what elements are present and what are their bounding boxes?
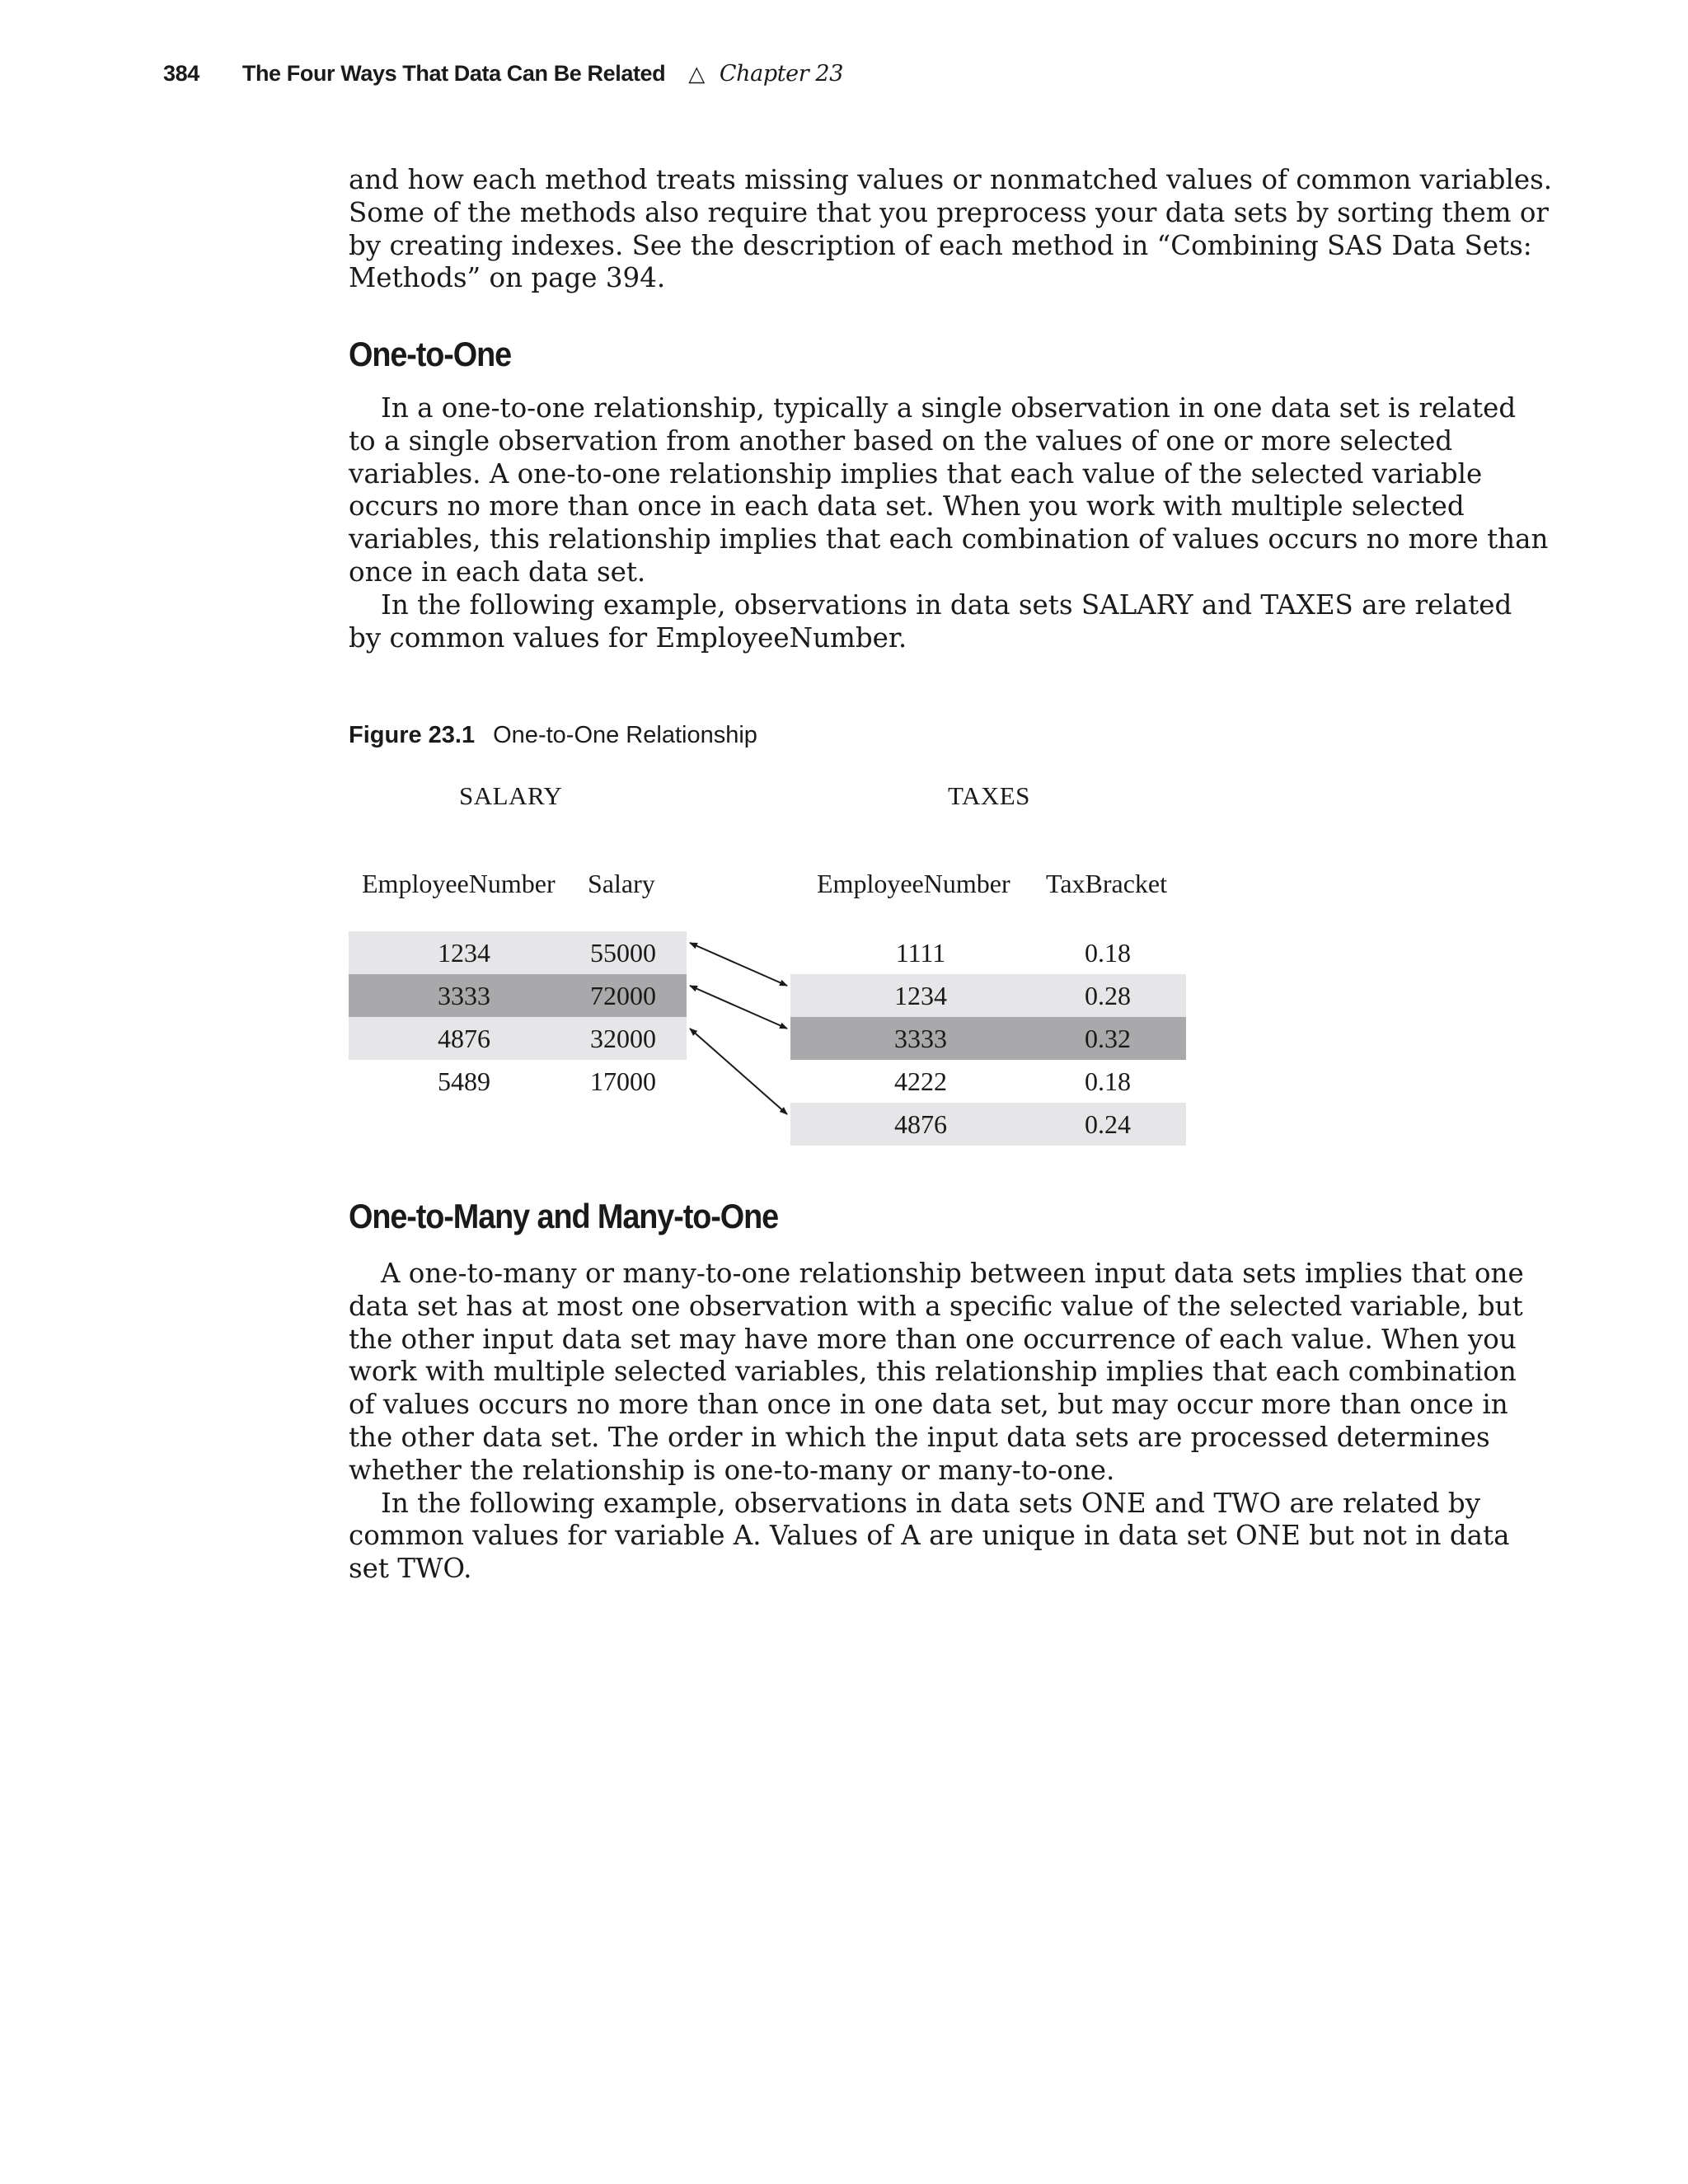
employee-number-cell: 3333 bbox=[438, 980, 490, 1010]
chapter-label: Chapter 23 bbox=[719, 61, 843, 87]
salary-header-salary: Salary bbox=[588, 869, 655, 898]
employee-number-cell: 1234 bbox=[894, 980, 947, 1010]
taxes-header-taxbracket: TaxBracket bbox=[1046, 869, 1168, 898]
text-line: A one-to-many or many-to-one relationship between input data sets implies that one bbox=[381, 1258, 1524, 1289]
text-line: work with multiple selected variables, this relationship implies that each combination bbox=[349, 1356, 1517, 1388]
text-line: whether the relationship is one-to-many or many-to-one. bbox=[349, 1454, 1115, 1486]
text-line: the other data set. The order in which the input data sets are processed determines bbox=[349, 1421, 1490, 1453]
text-line: common values for variable A. Values of A are unique in data set ONE but not in data bbox=[349, 1520, 1510, 1552]
one-to-one-figure bbox=[349, 775, 1206, 1154]
taxes-table-title: TAXES bbox=[948, 781, 1030, 810]
text-line: In the following example, observations in data sets ONE and TWO are related by bbox=[381, 1487, 1481, 1519]
salary-table-title: SALARY bbox=[459, 781, 563, 810]
running-head bbox=[163, 61, 843, 87]
intro-text bbox=[349, 164, 1553, 295]
text-line: by common values for EmployeeNumber. bbox=[349, 621, 907, 654]
taxbracket-cell: 0.28 bbox=[1085, 980, 1131, 1010]
triangle-icon: △ bbox=[688, 61, 705, 86]
taxbracket-cell: 0.32 bbox=[1085, 1023, 1131, 1053]
text-line: to a single observation from another based on the values of one or more selected bbox=[349, 424, 1453, 457]
text-line: variables. A one-to-one relationship implies that each value of the selected variable bbox=[349, 457, 1483, 490]
text-line: In a one-to-one relationship, typically a single observation in one data set is related bbox=[381, 392, 1517, 424]
text-line: set TWO. bbox=[349, 1553, 472, 1585]
figure-caption bbox=[349, 722, 757, 749]
taxbracket-cell: 0.24 bbox=[1085, 1108, 1131, 1139]
one-to-many-body bbox=[349, 1258, 1524, 1586]
figure-title: One-to-One Relationship bbox=[493, 722, 757, 748]
relationship-arrow bbox=[690, 986, 787, 1029]
employee-number-cell: 1234 bbox=[438, 937, 490, 968]
text-line: by creating indexes. See the description of each method in “Combining SAS Data Sets: bbox=[349, 229, 1532, 261]
taxes-header-employee-number: EmployeeNumber bbox=[817, 869, 1010, 898]
text-line: the other input data set may have more than one occurrence of each value. When you bbox=[349, 1323, 1517, 1355]
salary-cell: 17000 bbox=[590, 1066, 656, 1096]
one-to-many-paragraph-1 bbox=[349, 1258, 1524, 1488]
text-line: once in each data set. bbox=[349, 555, 646, 588]
salary-header-employee-number: EmployeeNumber bbox=[362, 869, 556, 898]
text-line: Methods” on page 394. bbox=[349, 262, 666, 294]
relationship-arrow bbox=[690, 943, 787, 986]
text-line: data set has at most one observation with a specific value of the selected variable, but bbox=[349, 1290, 1523, 1322]
salary-cell: 72000 bbox=[590, 980, 656, 1010]
text-line: In the following example, observations in data sets SALARY and TAXES are related bbox=[381, 588, 1512, 621]
employee-number-cell: 4222 bbox=[894, 1066, 947, 1096]
employee-number-cell: 4876 bbox=[894, 1108, 947, 1139]
salary-cell: 32000 bbox=[590, 1023, 656, 1053]
employee-number-cell: 1111 bbox=[895, 937, 946, 968]
one-to-one-paragraph-1 bbox=[349, 392, 1549, 589]
one-to-many-paragraph-2 bbox=[349, 1487, 1510, 1586]
one-to-one-paragraph-2 bbox=[349, 588, 1512, 655]
heading-one-to-many: One-to-Many and Many-to-One bbox=[349, 1197, 779, 1235]
text-line: of values occurs no more than once in one data set, but may occur more than once in bbox=[349, 1389, 1508, 1421]
relationship-arrows bbox=[349, 775, 1206, 1154]
employee-number-cell: 3333 bbox=[894, 1023, 947, 1053]
text-line: variables, this relationship implies that each combination of values occurs no more than bbox=[349, 523, 1549, 555]
heading-one-to-one: One-to-One bbox=[349, 335, 512, 373]
relationship-arrow bbox=[690, 1029, 787, 1114]
running-head-title: The Four Ways That Data Can Be Related bbox=[241, 61, 666, 86]
salary-cell: 55000 bbox=[590, 937, 656, 968]
text-line: Some of the methods also require that you preprocess your data sets by sorting them or bbox=[349, 196, 1549, 228]
page-number: 384 bbox=[163, 61, 199, 86]
text-line: and how each method treats missing values or nonmatched values of common variables. bbox=[349, 164, 1553, 195]
one-to-one-body bbox=[349, 392, 1549, 654]
figure-number: Figure 23.1 bbox=[349, 722, 476, 748]
employee-number-cell: 5489 bbox=[438, 1066, 490, 1096]
taxbracket-cell: 0.18 bbox=[1085, 937, 1131, 968]
text-line: occurs no more than once in each data set. When you work with multiple selected bbox=[349, 490, 1465, 523]
intro-paragraph bbox=[349, 164, 1553, 295]
employee-number-cell: 4876 bbox=[438, 1023, 490, 1053]
taxbracket-cell: 0.18 bbox=[1085, 1066, 1131, 1096]
